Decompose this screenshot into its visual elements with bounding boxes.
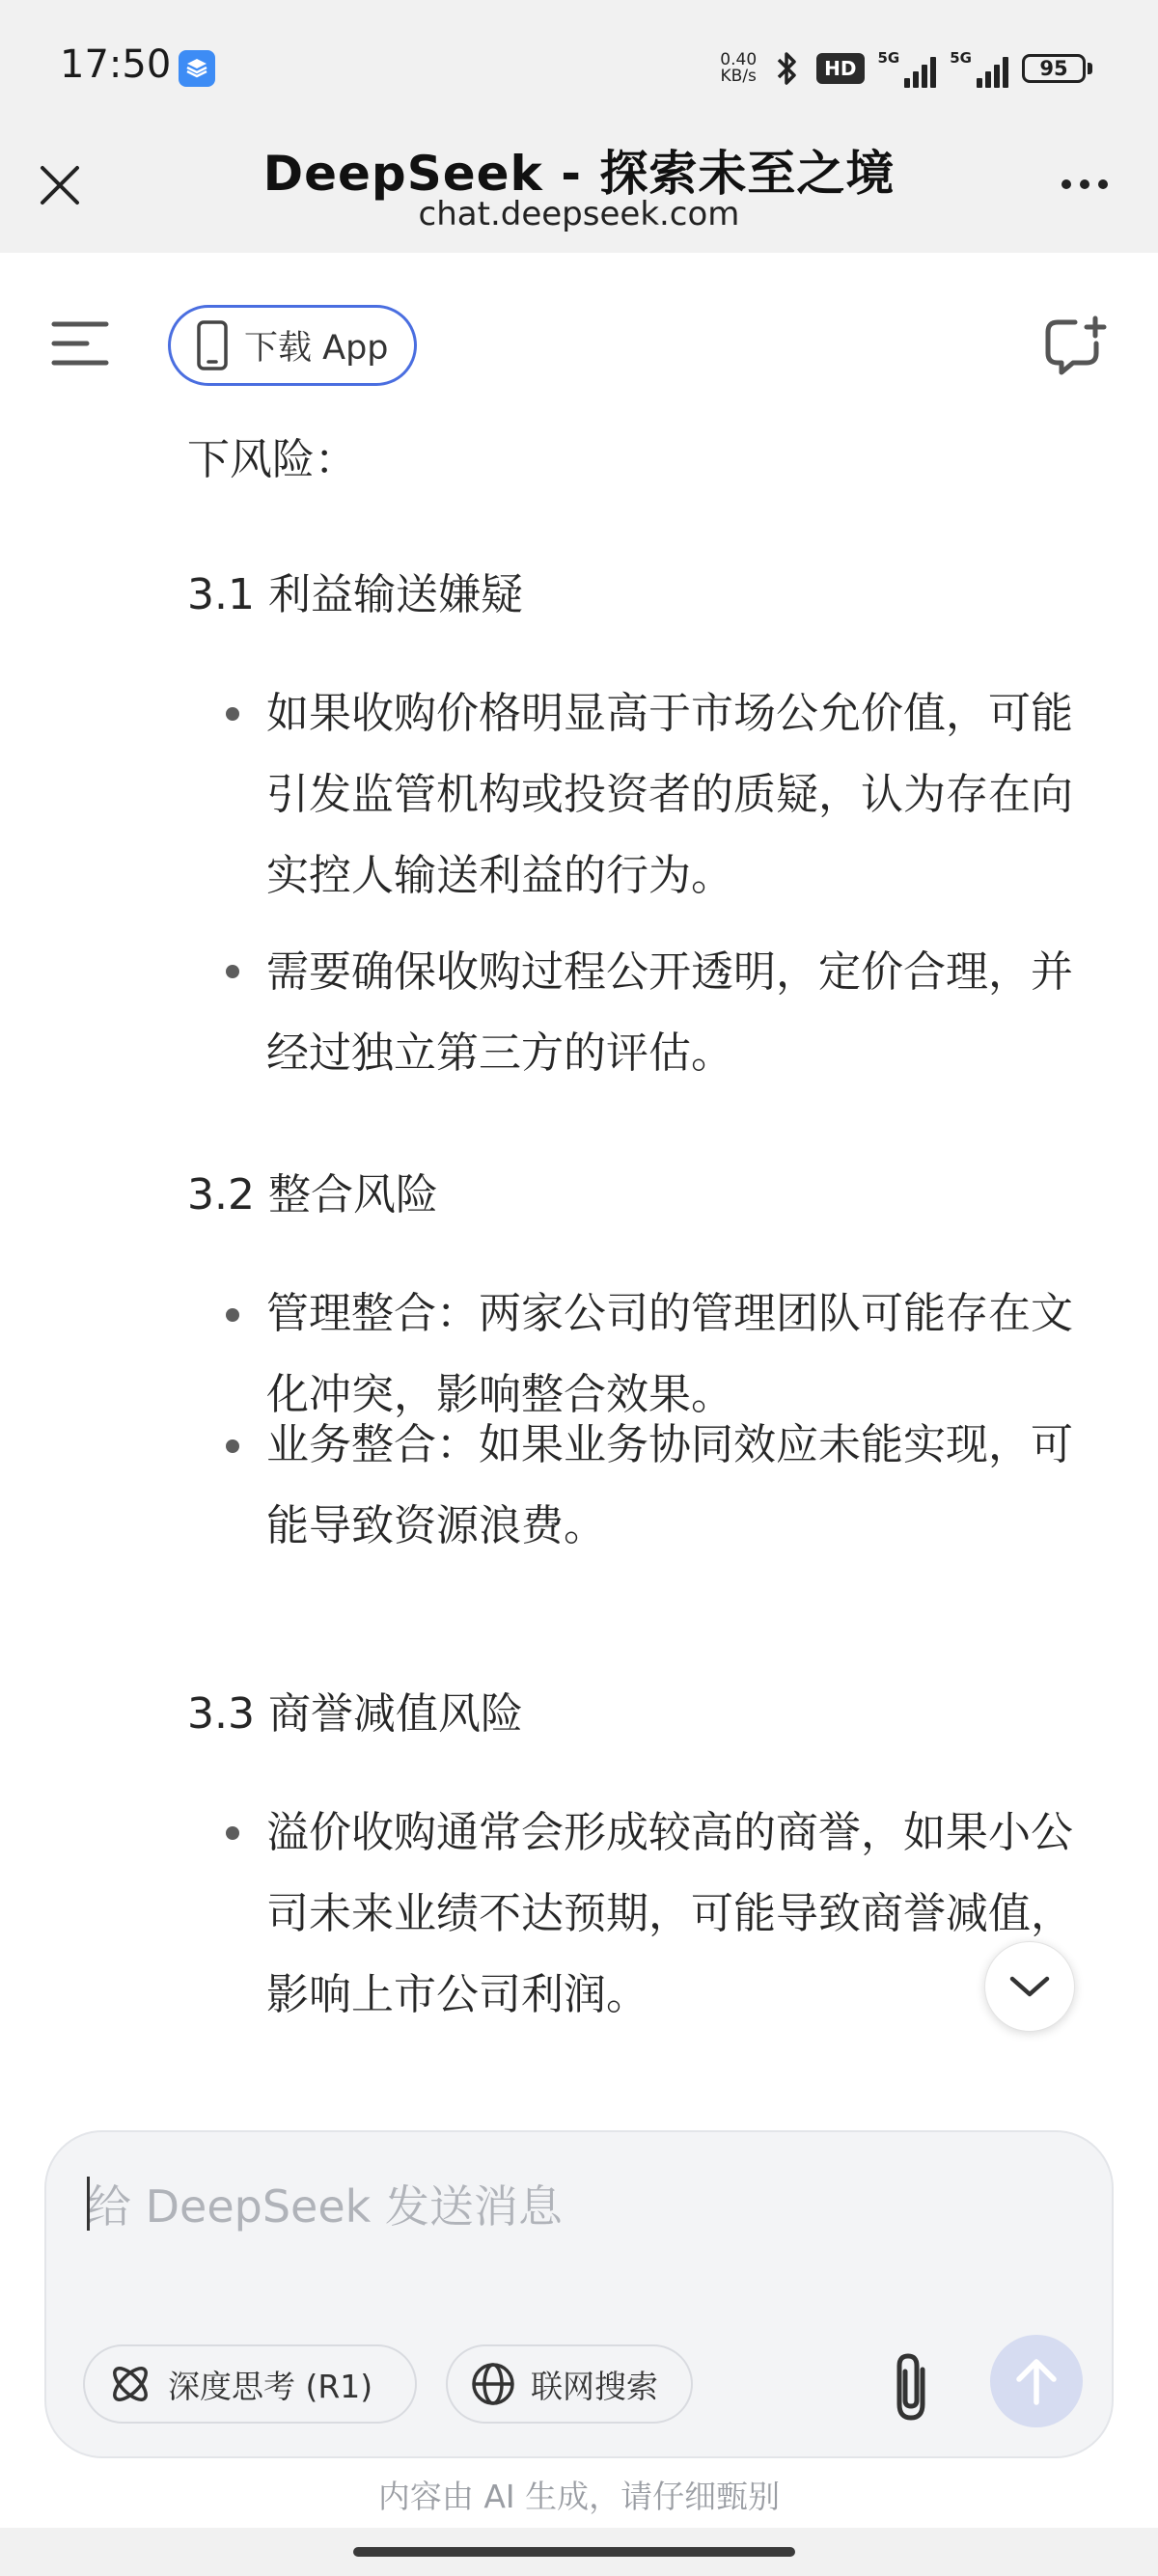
list-item: 业务整合：如果业务协同效应未能实现，可能导致资源浪费。 <box>266 1420 1073 1550</box>
new-chat-icon[interactable] <box>1042 315 1110 378</box>
bullet-dot <box>226 1308 239 1322</box>
section-heading-3-2: 3.2 整合风险 <box>187 1170 438 1219</box>
deep-think-toggle[interactable] <box>83 2344 417 2424</box>
section-heading-3-1: 3.1 利益输送嫌疑 <box>187 570 523 619</box>
deep-think-label: 深度思考 (R1) <box>168 2367 373 2405</box>
section-heading-3-3: 3.3 商誉减值风险 <box>187 1689 523 1739</box>
network-speed-unit: KB/s <box>720 67 757 86</box>
list-item: 如果收购价格明显高于市场公允价值，可能引发监管机构或投资者的质疑，认为存在向实控人输送利益的行为。 <box>266 689 1073 900</box>
web-search-label: 联网搜索 <box>531 2367 658 2405</box>
browser-header <box>0 135 1158 253</box>
list-item: 管理整合：两家公司的管理团队可能存在文化冲突，影响整合效果。 <box>266 1289 1073 1419</box>
more-options-icon[interactable] <box>1062 170 1119 199</box>
status-time: 17:50 <box>60 42 172 87</box>
menu-icon[interactable] <box>50 318 110 369</box>
paperclip-icon[interactable] <box>878 2348 948 2425</box>
bullet-dot <box>226 965 239 978</box>
layers-app-icon <box>179 50 215 87</box>
download-app-label: 下载 App <box>244 329 389 368</box>
app-header <box>0 253 1158 426</box>
bullet-dot <box>226 1439 239 1453</box>
globe-icon <box>469 2360 517 2408</box>
list-item: 溢价收购通常会形成较高的商誉，如果小公司未来业绩不达预期，可能导致商誉减值，影响上市公司利润。 <box>266 1808 1073 2019</box>
signal-strength-1 <box>878 49 937 88</box>
list-item: 需要确保收购过程公开透明，定价合理，并经过独立第三方的评估。 <box>266 947 1073 1078</box>
home-indicator[interactable] <box>353 2547 795 2557</box>
web-search-toggle[interactable] <box>446 2344 693 2424</box>
network-type-2: 5G <box>950 49 972 67</box>
signal-strength-2 <box>950 49 1008 88</box>
scroll-to-bottom-button[interactable] <box>984 1941 1075 2032</box>
bluetooth-icon <box>770 49 803 88</box>
chevron-down-icon <box>1008 1973 1051 2000</box>
download-app-button[interactable] <box>168 305 417 386</box>
atom-icon <box>106 2360 154 2408</box>
status-bar <box>0 0 1158 135</box>
intro-text: 下风险： <box>187 435 357 484</box>
network-speed-value: 0.40 <box>720 50 758 69</box>
browser-url: chat.deepseek.com <box>418 195 740 233</box>
ai-disclaimer: 内容由 AI 生成，请仔细甄别 <box>377 2478 781 2515</box>
hd-voice-badge: HD <box>816 53 864 84</box>
bullet-dot <box>226 707 239 721</box>
send-button[interactable] <box>990 2335 1083 2427</box>
network-type-1: 5G <box>877 49 900 67</box>
arrow-up-icon <box>1014 2356 1059 2406</box>
phone-icon <box>196 319 229 371</box>
message-composer <box>44 2130 1114 2458</box>
battery-icon <box>1022 54 1092 83</box>
message-input[interactable] <box>85 2167 957 2246</box>
battery-level: 95 <box>1022 54 1086 83</box>
browser-title: DeepSeek - 探索未至之境 <box>262 146 896 202</box>
status-icons <box>720 46 1092 91</box>
network-speed <box>720 52 757 85</box>
bullet-dot <box>226 1826 239 1840</box>
text-caret <box>87 2177 90 2231</box>
